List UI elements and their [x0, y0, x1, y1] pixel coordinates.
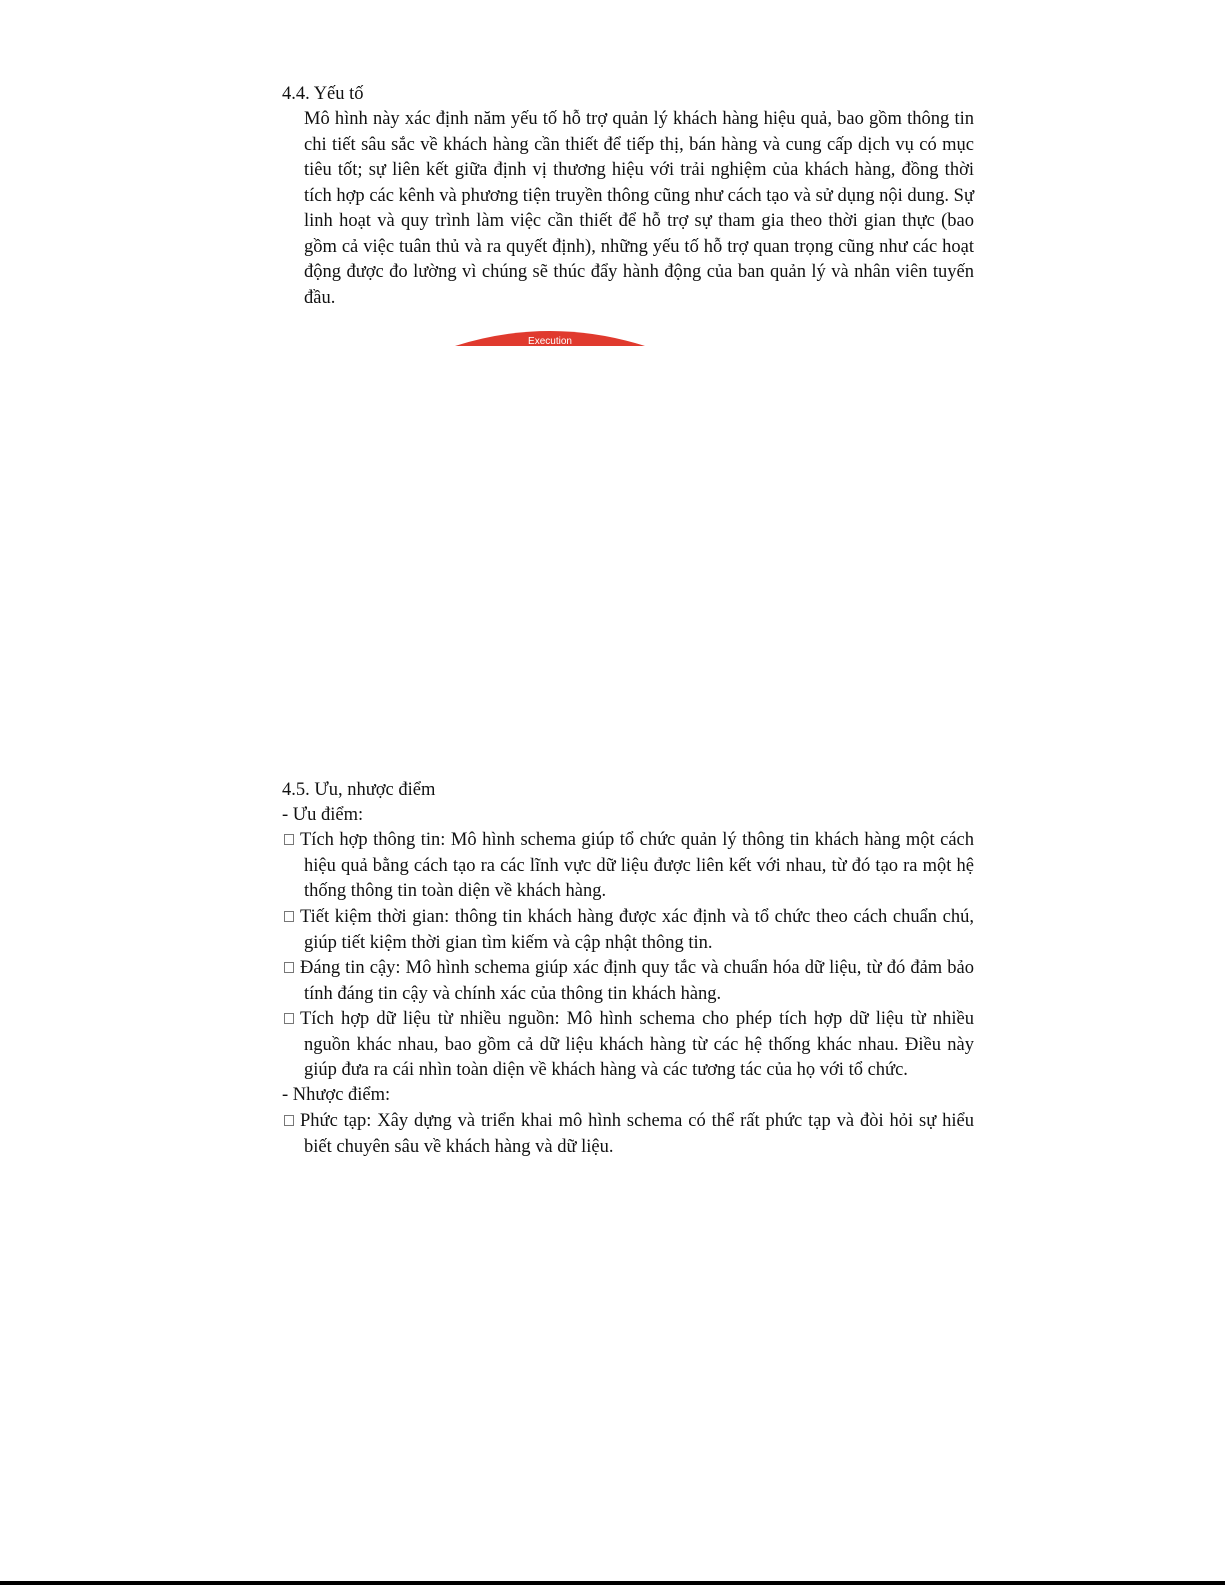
pros-item — [284, 828, 974, 905]
bullet-box-icon — [284, 911, 294, 922]
cons-item — [284, 1109, 974, 1160]
pros-label: - Ưu điểm: — [282, 805, 364, 825]
execution-diagram-svg — [455, 324, 655, 346]
pros-item — [284, 1007, 974, 1084]
execution-diagram — [455, 324, 655, 346]
bullet-box-icon — [284, 1115, 294, 1126]
pros-item — [284, 905, 974, 956]
pros-item-text: Đáng tin cậy: Mô hình schema giúp xác định quy tắc và chuẩn hóa dữ liệu, từ đó đảm bảo tính đáng tin cậy và chính xác của thông tin khách hàng. — [300, 958, 974, 1004]
section-heading-4-5: 4.5. Ưu, nhược điểm — [282, 780, 436, 800]
cons-item-text: Phức tạp: Xây dựng và triển khai mô hình schema có thể rất phức tạp và đòi hỏi sự hiểu biết chuyên sâu về khách hàng và dữ liệu. — [300, 1111, 974, 1157]
section-4-4-paragraph: Mô hình này xác định năm yếu tố hỗ trợ quản lý khách hàng hiệu quả, bao gồm thông tin chi tiết sâu sắc về khách hàng cần thiết để tiếp thị, bán hàng và cung cấp dịch vụ có mục tiêu tốt; sự liên kết giữa định vị thương hiệu với trải nghiệm của khách hàng, đồng thời tích hợp các kênh và phương tiện truyền thông cũng như cách tạo và sử dụng nội dung. Sự linh hoạt và quy trình làm việc cần thiết để hỗ trợ sự tham gia theo thời gian thực (bao gồm cả việc tuân thủ và ra quyết định), những yếu tố hỗ trợ quan trọng cũng như các hoạt động được đo lường vì chúng sẽ thúc đẩy hành động của ban quản lý và nhân viên tuyến đầu. — [304, 109, 974, 308]
cons-label: - Nhược điểm: — [282, 1085, 391, 1105]
page-bottom-border — [0, 1581, 1225, 1585]
pros-item-text: Tích hợp thông tin: Mô hình schema giúp tổ chức quản lý thông tin khách hàng một cách hiệu quả bằng cách tạo ra các lĩnh vực dữ liệu được liên kết với nhau, từ đó tạo ra một hệ thống thông tin toàn diện về khách hàng. — [300, 830, 974, 901]
bullet-box-icon — [284, 834, 294, 845]
bullet-box-icon — [284, 962, 294, 973]
execution-label: Execution — [528, 336, 572, 346]
pros-item-text: Tích hợp dữ liệu từ nhiều nguồn: Mô hình schema cho phép tích hợp dữ liệu từ nhiều nguồn khác nhau, bao gồm cả dữ liệu khách hàng từ các hệ thống khác nhau. Điều này giúp đưa ra cái nhìn toàn diện về khách hàng và các tương tác của họ với tổ chức. — [300, 1009, 974, 1080]
pros-item — [284, 956, 974, 1007]
section-heading-4-4: 4.4. Yếu tố — [282, 84, 364, 104]
bullet-box-icon — [284, 1013, 294, 1024]
pros-item-text: Tiết kiệm thời gian: thông tin khách hàng được xác định và tổ chức theo cách chuẩn chú, giúp tiết kiệm thời gian tìm kiếm và cập nhật thông tin. — [300, 907, 974, 953]
